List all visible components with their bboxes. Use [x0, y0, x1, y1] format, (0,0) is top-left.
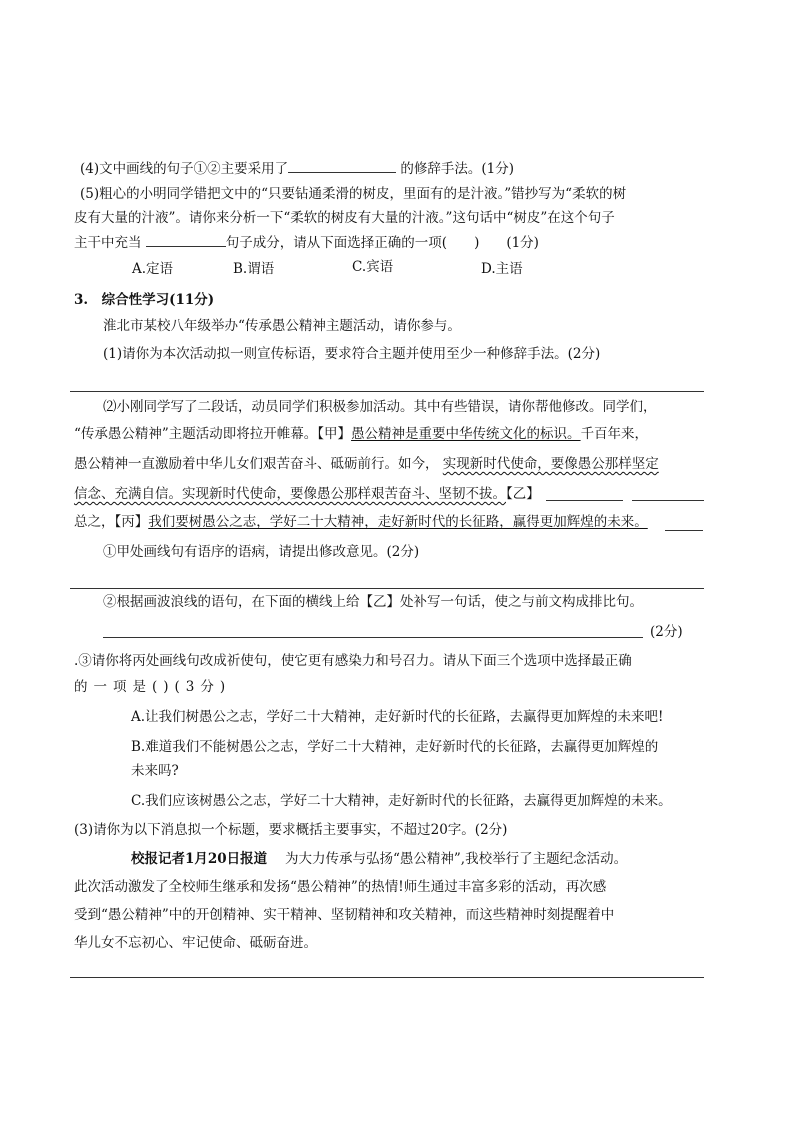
q3-prompt: (3)请你为以下消息拟一个标题，要求概括主要事实，不超过20字。(2分)	[74, 822, 508, 838]
q4-line	[80, 158, 514, 179]
q4-prefix: (4)文中画线的句子①②主要采用了	[80, 161, 289, 177]
q3-news-line2: 此次活动激发了全校师生继承和发扬“愚公精神”的热情!师生通过丰富多彩的活动，再次感	[74, 879, 607, 895]
jia-underlined-sentence: 愚公精神是重要中华传统文化的标识。	[351, 426, 581, 442]
q4-suffix: 的修辞手法。(1分)	[396, 161, 515, 177]
sub1-prompt: ①甲处画线句有语序的语病，请提出修改意见。(2分)	[103, 544, 420, 560]
wavy-sentence-part2: 信念、充满自信。实现新时代使命，要像愚公那样艰苦奋斗、坚韧不拔。	[74, 486, 506, 502]
q2-line2	[74, 424, 648, 444]
q2-line4	[74, 484, 540, 504]
q3-answer-line[interactable]	[70, 977, 704, 978]
q2-line2-text: “传承愚公精神”主题活动即将拉开帷幕。【甲】	[74, 426, 352, 442]
q2-line5-text: 总之，【丙】	[74, 514, 149, 530]
sub3-option-a[interactable]: A.让我们树愚公之志，学好二十大精神，走好新时代的长征路，去赢得更加辉煌的未来吧!	[131, 709, 664, 725]
sub3-option-b[interactable]: B.难道我们不能树愚公之志，学好二十大精神，走好新时代的长征路，去赢得更加辉煌的	[131, 739, 659, 755]
bing-underlined-sentence: 我们要树愚公之志，学好二十大精神，走好新时代的长征路，赢得更加辉煌的未来。	[148, 514, 648, 530]
q1-prompt: (1)请你为本次活动拟一则宣传标语，要求符合主题并使用至少一种修辞手法。(2分)	[103, 346, 601, 362]
q2-line2-end: 千百年来，	[580, 426, 649, 442]
sub3-option-c[interactable]: C.我们应该树愚公之志，学好二十大精神，走好新时代的长征路，去赢得更加辉煌的未来。	[131, 793, 672, 809]
q5-line3-prefix: 主干中充当	[74, 235, 142, 251]
sub3-option-b-cont: 未来吗?	[131, 763, 179, 779]
sub3-line2: 的一项是()(3分)	[74, 679, 232, 695]
sub2-prompt: ②根据画波浪线的语句，在下面的横线上给【乙】处补写一句话，使之与前文构成排比句。	[103, 594, 643, 610]
bing-underline-extend	[665, 530, 703, 531]
yi-blank-1[interactable]	[546, 500, 623, 501]
q4-answer-blank[interactable]	[288, 158, 396, 173]
q3-news-line3: 受到“愚公精神”中的开创精神、实干精神、坚韧精神和攻关精神，而这些精神时刻提醒着中	[74, 907, 615, 923]
q2-line3-text: 愚公精神一直激励着中华儿女们艰苦奋斗、砥砺前行。如今，	[74, 456, 439, 472]
section3-intro: 淮北市某校八年级举办“传承愚公精神主题活动，请你参与。	[103, 318, 461, 334]
sub2-score: (2分)	[650, 624, 683, 640]
q2-line1: ⑵小刚同学写了二段话，动员同学们积极参加活动。其中有些错误，请你帮他修改。同学们，	[103, 399, 657, 415]
q5-answer-blank[interactable]	[146, 232, 226, 247]
q5-line1: (5)粗心的小明同学错把文中的“只要钻通柔滑的树皮，里面有的是汁液。”错抄写为“柔软的树	[80, 186, 627, 202]
q5-option-a[interactable]: A.定语	[132, 261, 174, 277]
q5-line3	[74, 232, 539, 253]
q2-line3	[74, 454, 659, 474]
yi-marker: 【乙】	[506, 486, 540, 502]
section3-title: 3. 综合性学习(11分)	[74, 292, 215, 308]
q5-option-d[interactable]: D.主语	[481, 261, 523, 277]
q5-line3-suffix: 句子成分，请从下面选择正确的一项( ) (1分)	[225, 235, 539, 251]
q5-option-c[interactable]: C.宾语	[352, 259, 394, 275]
news-lead-text: 为大力传承与弘扬“愚公精神”,我校举行了主题纪念活动。	[267, 851, 628, 867]
sub2-answer-line[interactable]	[103, 637, 643, 638]
q3-news-line4: 华儿女不忘初心、牢记使命、砥砺奋进。	[74, 935, 317, 951]
sub1-answer-line[interactable]	[70, 588, 704, 589]
q3-news-lead	[131, 849, 627, 869]
q2-line5	[74, 512, 648, 532]
q1-answer-line[interactable]	[70, 391, 704, 392]
q5-line2: 皮有大量的汁液”。请你来分析一下“柔软的树皮有大量的汁液。”这句话中“树皮”在这个句子	[74, 210, 615, 226]
yi-blank-2[interactable]	[632, 500, 704, 501]
sub3-line1: .③请你将丙处画线句改成祈使句，使它更有感染力和号召力。请从下面三个选项中选择最正确	[74, 653, 632, 669]
news-dateline: 校报记者1月20日报道	[131, 851, 268, 867]
wavy-sentence-part1: 实现新时代使命，要像愚公那样坚定	[442, 456, 659, 472]
q5-option-b[interactable]: B.谓语	[233, 261, 275, 277]
